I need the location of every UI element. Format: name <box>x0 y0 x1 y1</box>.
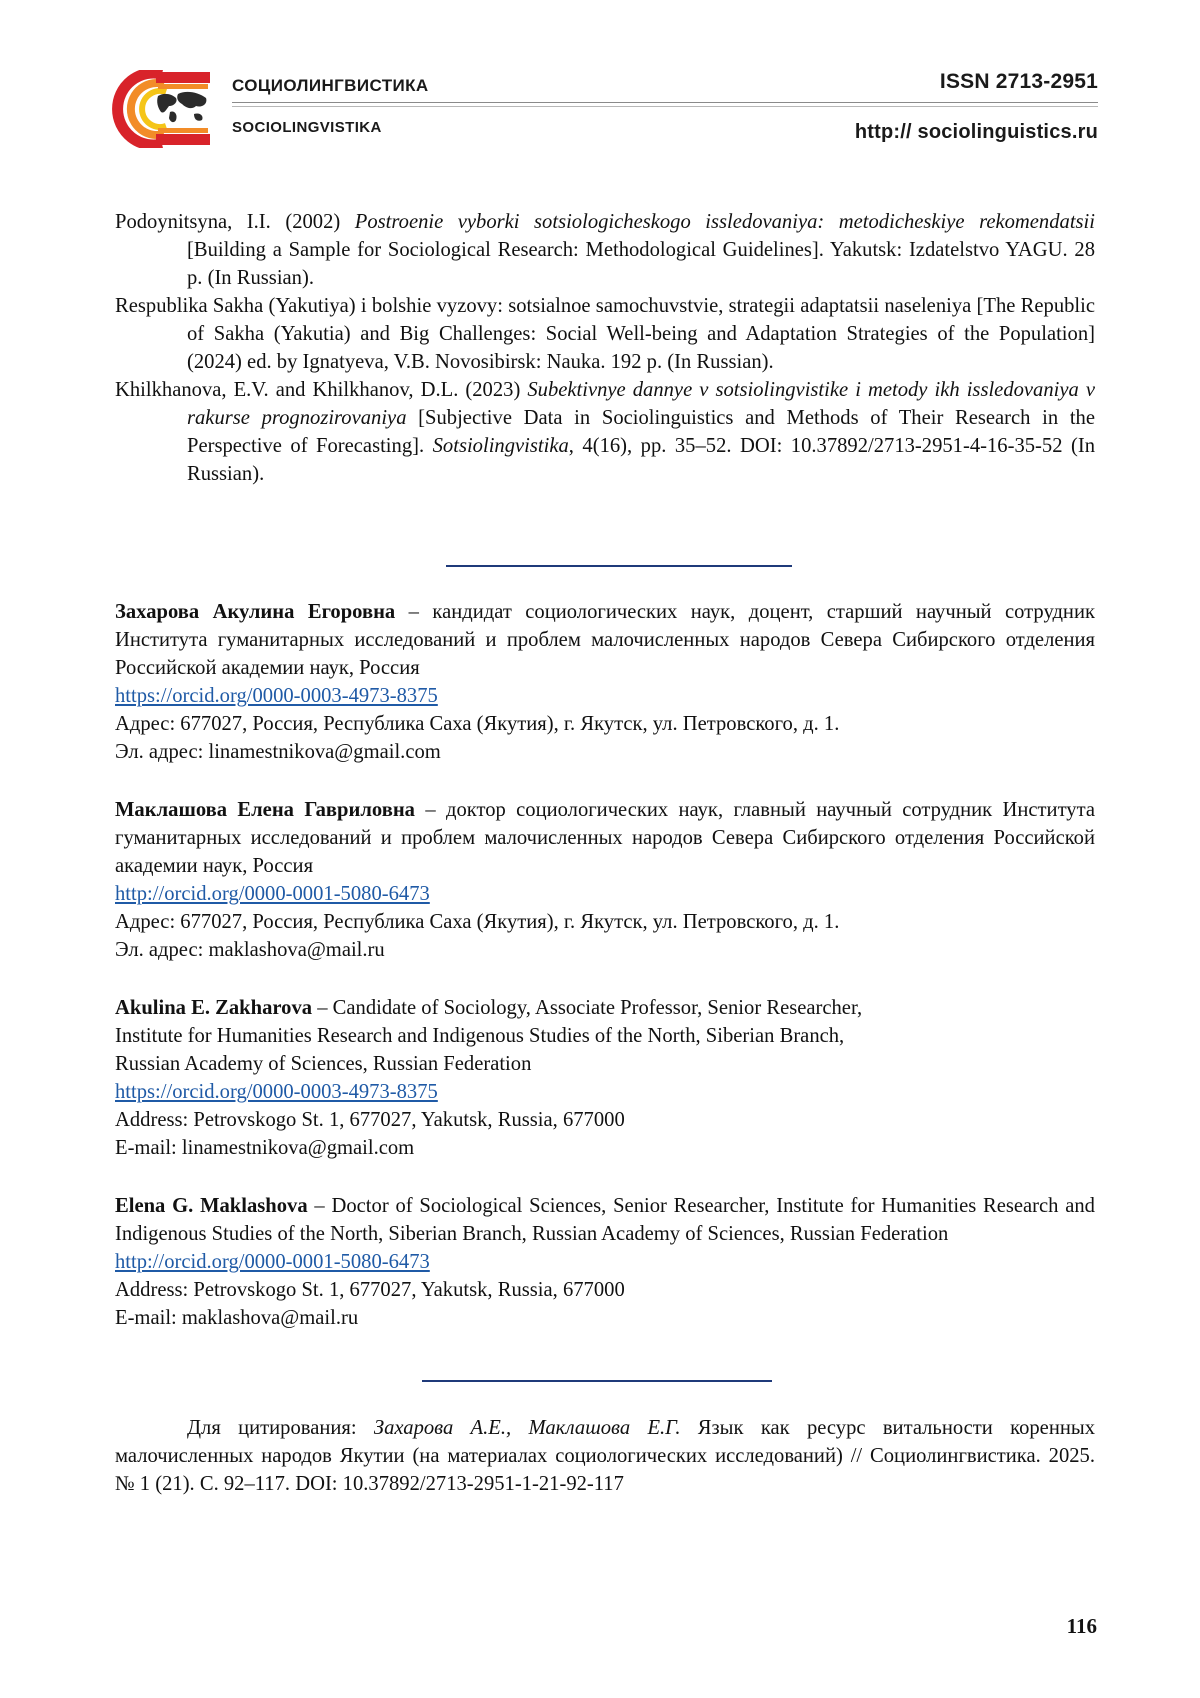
orcid-link[interactable]: https://orcid.org/0000-0003-4973-8375 <box>115 685 438 707</box>
page-number: 116 <box>1066 1614 1097 1638</box>
author-name: Akulina E. Zakharova <box>115 997 313 1019</box>
citation-text <box>115 1414 1095 1498</box>
author-address: Address: Petrovskogo St. 1, 677027, Yakutsk, Russia, 677000 <box>115 1109 625 1131</box>
author-desc <box>115 1192 1095 1248</box>
author-desc <box>115 994 1095 1022</box>
author-email: E-mail: maklashova@mail.ru <box>115 1307 359 1329</box>
citation-rest: Язык как ресурс витальности коренных малочисленных народов Якутии (на материалах социологических исследований) // Социолингвистика. 2025. № 1 (21). С. 92–117. DOI: 10.37892/2713-2951-1-21-92-117 <box>115 1417 1095 1495</box>
reference-item <box>115 292 1095 376</box>
journal-title-ru: СОЦИОЛИНГВИСТИКА <box>232 76 429 95</box>
author-name: Маклашова Елена Гавриловна <box>115 799 415 821</box>
author-address: Address: Petrovskogo St. 1, 677027, Yakutsk, Russia, 677000 <box>115 1279 625 1301</box>
reference-list <box>115 208 1095 488</box>
journal-url: http:// sociolinguistics.ru <box>854 121 1098 143</box>
citation-prefix: Для цитирования: <box>187 1417 374 1439</box>
author-address: Адрес: 677027, Россия, Республика Саха (Якутия), г. Якутск, ул. Петровского, д. 1. <box>115 713 840 735</box>
journal-title-en: SOCIOLINGVISTIKA <box>232 119 382 136</box>
author-name: Захарова Акулина Егоровна <box>115 601 396 623</box>
journal-logo-icon <box>112 70 212 148</box>
citation-authors: Захарова А.Е., Маклашова Е.Г. <box>373 1417 681 1439</box>
author-name: Elena G. Maklashova <box>115 1195 308 1217</box>
author-bio-ru-1 <box>115 598 1095 766</box>
ref-author-year: Khilkhanova, E.V. and Khilkhanov, D.L. (2023) <box>115 379 528 401</box>
ref-journal: Sotsiolingvistika <box>432 435 569 457</box>
header-divider-top <box>232 102 1098 103</box>
author-email: Эл. адрес: maklashova@mail.ru <box>115 939 385 961</box>
author-desc <box>115 598 1095 682</box>
orcid-link[interactable]: http://orcid.org/0000-0001-5080-6473 <box>115 883 430 905</box>
orcid-link[interactable]: https://orcid.org/0000-0003-4973-8375 <box>115 1081 438 1103</box>
header-divider-bottom <box>232 106 1098 107</box>
author-desc <box>115 796 1095 880</box>
ref-rest: , 4(16), pp. 35–52. DOI: 10.37892/2713-2951-4-16-35-52 (In Russian). <box>187 435 1095 485</box>
ref-title: Subektivnye dannye v sotsiolingvistike i metody ikh issledovaniya v rakurse prognozirovaniya <box>187 379 1095 429</box>
orcid-link[interactable]: http://orcid.org/0000-0001-5080-6473 <box>115 1251 430 1273</box>
author-bio-ru-2 <box>115 796 1095 964</box>
author-address: Адрес: 677027, Россия, Республика Саха (Якутия), г. Якутск, ул. Петровского, д. 1. <box>115 911 840 933</box>
author-position: – Candidate of Sociology, Associate Professor, Senior Researcher, <box>312 997 863 1019</box>
reference-item <box>115 208 1095 292</box>
author-bio-en-1 <box>115 994 1095 1162</box>
reference-item <box>115 376 1095 488</box>
author-email: Эл. адрес: linamestnikova@gmail.com <box>115 741 441 763</box>
ref-title: Postroenie vyborki sotsiologicheskogo issledovaniya: metodicheskiye rekomendatsii <box>354 211 1095 233</box>
page-header <box>0 0 1200 160</box>
author-bio-en-2 <box>115 1192 1095 1332</box>
author-affiliation: Institute for Humanities Research and Indigenous Studies of the North, Siberian Branch, <box>115 1025 845 1047</box>
author-affiliation: Russian Academy of Sciences, Russian Federation <box>115 1053 532 1075</box>
section-divider <box>446 565 792 567</box>
author-position: – кандидат социологических наук, доцент, старший научный сотрудник Института гуманитарных исследований и проблем малочисленных народов Севера Сибирского отделения Российской академии наук, Россия <box>115 601 1095 679</box>
citation-block <box>115 1414 1095 1498</box>
ref-text: Respublika Sakha (Yakutiya) i bolshie vyzovy: sotsialnoe samochuvstvie, strategii adaptatsii naseleniya [The Republic of Sakha (Yakutia) and Big Challenges: Social Well-being and Adaptation Strategies of the Population] (2024) ed. by Ignatyeva, V.B. Novosibirsk: Nauka. 192 p. (In Russian). <box>115 295 1095 373</box>
author-position: – Doctor of Sociological Sciences, Senior Researcher, Institute for Humanities Research and Indigenous Studies of the North, Siberian Branch, Russian Academy of Sciences, Russian Federation <box>115 1195 1095 1245</box>
section-divider <box>422 1380 772 1382</box>
author-email: E-mail: linamestnikova@gmail.com <box>115 1137 415 1159</box>
ref-rest: [Building a Sample for Sociological Research: Methodological Guidelines]. Yakutsk: Izdatelstvo YAGU. 28 p. (In Russian). <box>187 239 1095 289</box>
author-position: – доктор социологических наук, главный научный сотрудник Института гуманитарных исследований и проблем малочисленных народов Севера Сибирского отделения Российской академии наук, Россия <box>115 799 1095 877</box>
issn: ISSN 2713-2951 <box>939 70 1098 93</box>
ref-author-year: Podoynitsyna, I.I. (2002) <box>115 211 355 233</box>
ref-mid: [Subjective Data in Sociolinguistics and Methods of Their Research in the Perspective of Forecasting]. <box>187 407 1095 457</box>
